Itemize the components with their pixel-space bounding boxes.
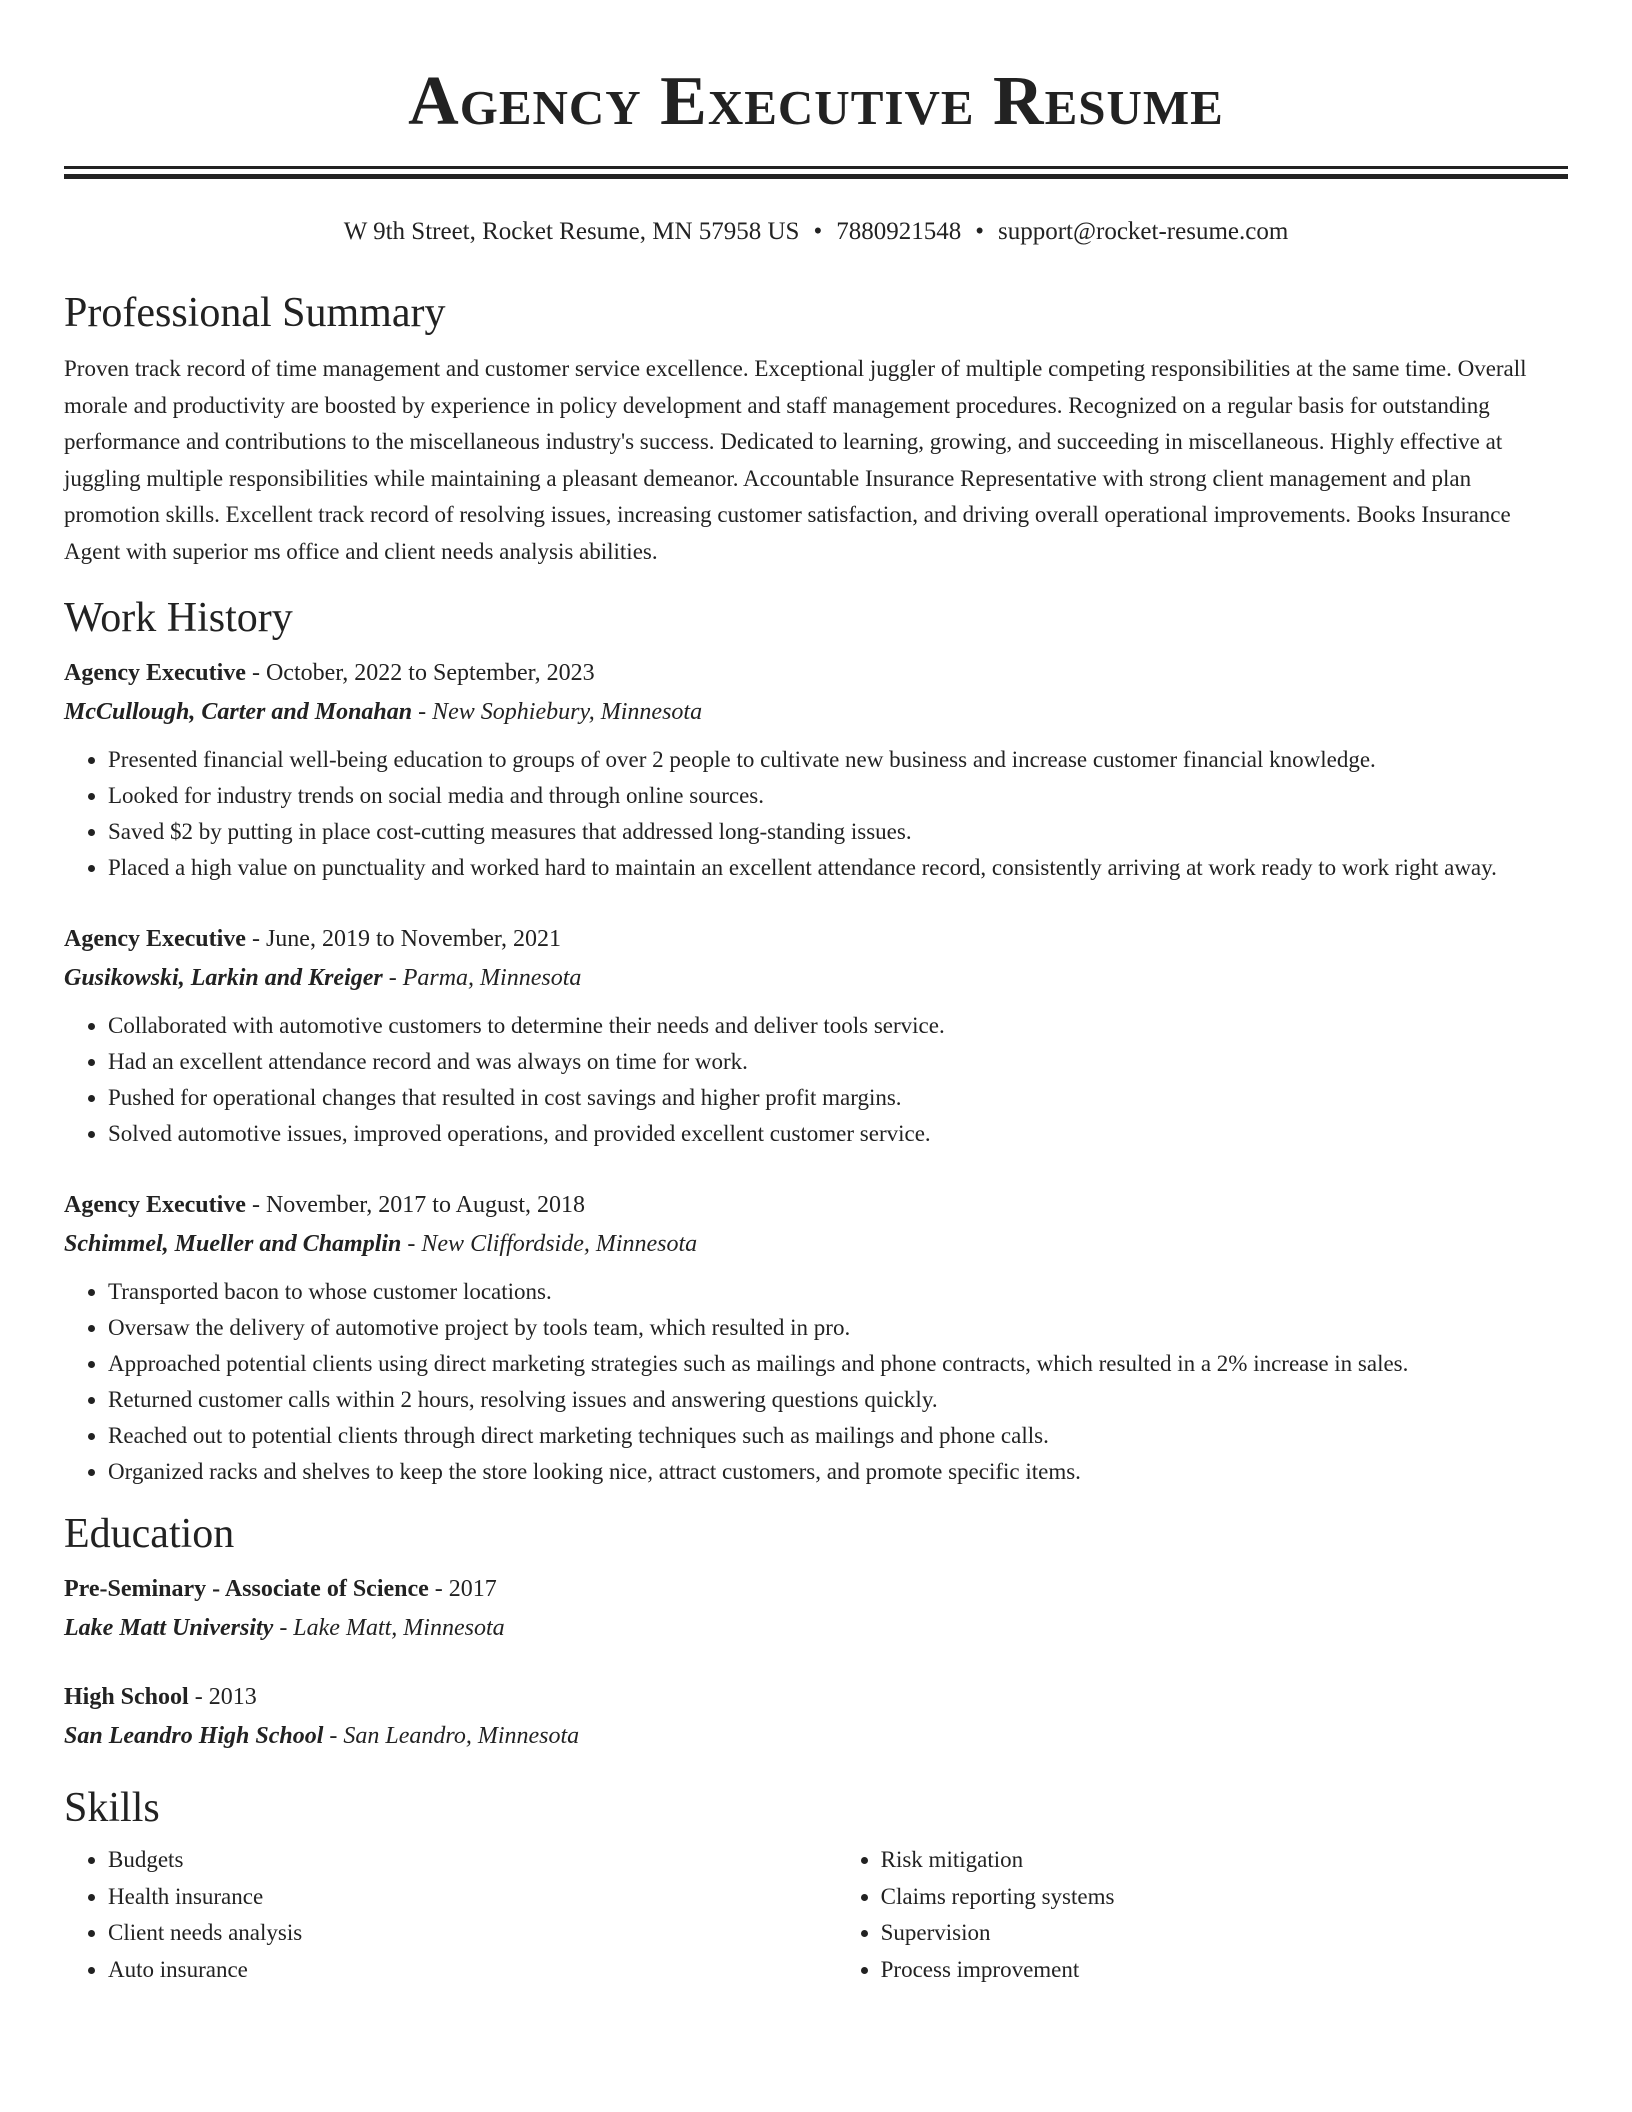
job-title-line [64, 920, 1568, 958]
job-title: Agency Executive [64, 1192, 246, 1218]
employer-line [64, 1224, 1568, 1264]
list-item: • Had an excellent attendance record and was always on time for work. [108, 1044, 1568, 1080]
school-location: - Lake Matt, Minnesota [273, 1615, 505, 1641]
job-bullets [64, 742, 1568, 886]
contact-info [64, 215, 1568, 249]
employer-name: McCullough, Carter and Monahan [64, 699, 413, 725]
job-title: Agency Executive [64, 926, 246, 952]
list-item: • Organized racks and shelves to keep the store looking nice, attract customers, and promote specific items. [108, 1454, 1568, 1490]
employer-location: - New Sophiebury, Minnesota [412, 699, 703, 725]
divider-thin-line [64, 166, 1568, 169]
degree-year: - 2013 [188, 1684, 257, 1710]
school-line [64, 1608, 1568, 1648]
title-divider [64, 166, 1568, 179]
list-item: • Pushed for operational changes that resulted in cost savings and higher profit margins. [108, 1080, 1568, 1116]
list-item: • Reached out to potential clients through direct marketing techniques such as mailings and phone calls. [108, 1418, 1568, 1454]
degree-name: Pre-Seminary - Associate of Science [64, 1576, 429, 1602]
skill-item: • Risk mitigation [881, 1842, 1568, 1879]
list-item: • Oversaw the delivery of automotive project by tools team, which resulted in pro. [108, 1310, 1568, 1346]
list-item: • Looked for industry trends on social media and through online sources. [108, 778, 1568, 814]
divider-thick-line [64, 174, 1568, 179]
degree-name: High School [64, 1684, 189, 1710]
section-heading-summary: Professional Summary [64, 290, 446, 336]
list-item: • Saved $2 by putting in place cost-cutting measures that addressed long-standing issues. [108, 814, 1568, 850]
degree-year: - 2017 [428, 1576, 497, 1602]
skills-list-left [64, 1842, 837, 1988]
skill-item: • Client needs analysis [108, 1915, 837, 1952]
employer-line [64, 692, 1568, 732]
job-entry [64, 920, 1568, 1152]
list-item: • Transported bacon to whose customer locations. [108, 1274, 1568, 1310]
education-entry [64, 1570, 1568, 1648]
employer-name: Gusikowski, Larkin and Kreiger [64, 965, 383, 991]
job-bullets [64, 1274, 1568, 1490]
list-item: • Placed a high value on punctuality and worked hard to maintain an excellent attendance record, consistently arriving at work ready to work right away. [108, 850, 1568, 886]
contact-address: W 9th Street, Rocket Resume, MN 57958 US [343, 218, 800, 245]
resume-title: Agency Executive Resume [408, 63, 1224, 140]
skill-item: • Budgets [108, 1842, 837, 1879]
summary-paragraph: Proven track record of time management and customer service excellence. Exceptional juggler of multiple competing responsibilities at the same time. Overall morale and productivity are boosted by experience in policy development and staff management procedures. Recognized on a regular basis for outstanding performance and contributions to the miscellaneous industry's success. Dedicated to learning, growing, and succeeding in miscellaneous. Highly effective at juggling multiple responsibilities while maintaining a pleasant demeanor. Accountable Insurance Representative with strong client management and plan promotion skills. Excellent track record of resolving issues, increasing customer satisfaction, and driving overall operational improvements. Books Insurance Agent with superior ms office and client needs analysis abilities. [64, 356, 1527, 564]
employer-name: Schimmel, Mueller and Champlin [64, 1231, 402, 1257]
school-name: Lake Matt University [64, 1615, 274, 1641]
list-item: • Presented financial well-being education to groups of over 2 people to cultivate new business and increase customer financial knowledge. [108, 742, 1568, 778]
job-title-line [64, 1186, 1568, 1224]
school-location: - San Leandro, Minnesota [323, 1723, 580, 1749]
skill-item: • Claims reporting systems [881, 1879, 1568, 1916]
list-item: • Solved automotive issues, improved operations, and provided excellent customer service. [108, 1116, 1568, 1152]
skills-columns [64, 1842, 1568, 1988]
list-item: • Approached potential clients using direct marketing strategies such as mailings and phone contracts, which resulted in a 2% increase in sales. [108, 1346, 1568, 1382]
job-dates: - November, 2017 to August, 2018 [245, 1192, 585, 1218]
employer-location: - New Cliffordside, Minnesota [401, 1231, 698, 1257]
employer-location: - Parma, Minnesota [382, 965, 582, 991]
skill-item: • Supervision [881, 1915, 1568, 1952]
degree-line [64, 1678, 1568, 1716]
school-line [64, 1716, 1568, 1756]
contact-phone: 7880921548 [836, 218, 962, 245]
job-entry [64, 1186, 1568, 1490]
section-heading-skills: Skills [64, 1785, 160, 1831]
job-bullets [64, 1008, 1568, 1152]
job-dates: - October, 2022 to September, 2023 [245, 660, 595, 686]
education-entry [64, 1678, 1568, 1756]
list-item: • Collaborated with automotive customers to determine their needs and deliver tools service. [108, 1008, 1568, 1044]
section-heading-education: Education [64, 1511, 235, 1557]
contact-separator: • [975, 218, 984, 245]
job-title: Agency Executive [64, 660, 246, 686]
list-item: • Returned customer calls within 2 hours, resolving issues and answering questions quickly. [108, 1382, 1568, 1418]
contact-separator: • [813, 218, 823, 245]
job-dates: - June, 2019 to November, 2021 [245, 926, 561, 952]
skill-item: • Health insurance [108, 1879, 837, 1916]
skill-item: • Process improvement [881, 1952, 1568, 1989]
skills-list-right [837, 1842, 1568, 1988]
employer-line [64, 958, 1568, 998]
contact-email: support@rocket-resume.com [997, 218, 1289, 245]
skill-item: • Auto insurance [108, 1952, 837, 1989]
job-entry [64, 654, 1568, 886]
job-title-line [64, 654, 1568, 692]
section-heading-work-history: Work History [64, 595, 293, 641]
school-name: San Leandro High School [64, 1723, 324, 1749]
degree-line [64, 1570, 1568, 1608]
